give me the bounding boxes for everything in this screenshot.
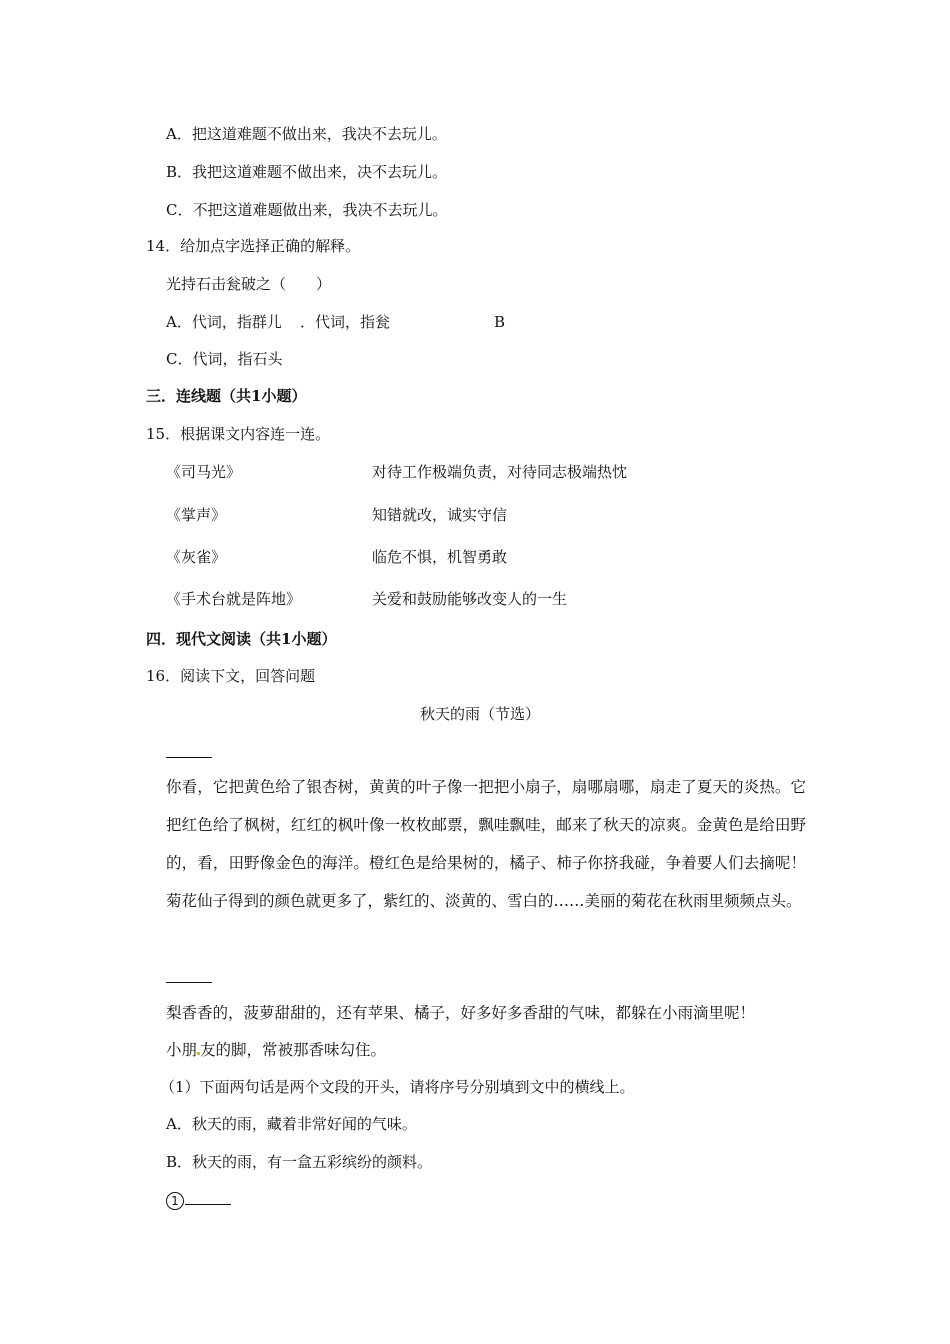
answer-blank-2[interactable]	[166, 982, 212, 983]
answer-blank-3[interactable]	[185, 1190, 231, 1205]
q15-right-item: 临危不惧，机智勇敢	[372, 548, 508, 566]
q15-left-item: 《灰雀》	[166, 548, 227, 566]
q15-right-item: 关爱和鼓励能够改变人的一生	[372, 590, 568, 608]
q15-left-item: 《掌声》	[166, 506, 227, 524]
q13-option-a: A．把这道难题不做出来，我决不去玩儿。	[166, 125, 447, 143]
answer-blank-1[interactable]	[166, 757, 212, 758]
answer-line-1	[166, 1190, 231, 1210]
q13-option-b: B．我把这道难题不做出来，决不去玩儿。	[166, 163, 448, 181]
q16-option-b: B．秋天的雨，有一盒五彩缤纷的颜料。	[166, 1153, 433, 1171]
q15-stem: 15．根据课文内容连一连。	[146, 425, 331, 443]
q16-stem: 16．阅读下文，回答问题	[146, 667, 316, 685]
circled-number: 1	[166, 1192, 184, 1210]
passage-text-part: 小朋	[166, 1041, 198, 1059]
q16-option-a: A．秋天的雨，藏着非常好闻的气味。	[166, 1115, 417, 1133]
q14-option-b-text: ．代词，指瓮	[300, 313, 391, 331]
q13-option-c: C．不把这道难题做出来，我决不去玩儿。	[166, 201, 448, 219]
passage-title: 秋天的雨（节选）	[420, 705, 541, 723]
q15-left-item: 《手术台就是阵地》	[166, 590, 302, 608]
section-3-title: 三．连线题（共1小题）	[146, 387, 307, 405]
q14-stem: 14．给加点字选择正确的解释。	[146, 237, 361, 255]
q14-sentence: 光持石击瓮破之（ ）	[166, 275, 332, 293]
sub-question-1: （1）下面两句话是两个文段的开头，请将序号分别填到文中的横线上。	[160, 1078, 635, 1096]
passage-paragraph-2-line-1: 梨香香的，菠萝甜甜的，还有苹果、橘子，好多好多香甜的气味，都躲在小雨滴里呢！	[166, 1004, 756, 1022]
q15-right-item: 对待工作极端负责，对待同志极端热忱	[372, 463, 628, 481]
passage-paragraph-2-line-2	[166, 1040, 386, 1060]
q14-option-b-letter: B	[494, 313, 506, 331]
q14-option-a: A．代词，指群儿	[166, 313, 282, 331]
q15-right-item: 知错就改，诚实守信	[372, 506, 508, 524]
passage-text-part: 友的脚，常被那香味勾住。	[200, 1041, 387, 1059]
passage-paragraph-1: 你看，它把黄色给了银杏树，黄黄的叶子像一把把小扇子，扇哪扇哪，扇走了夏天的炎热。它把红色给了枫树，红红的枫叶像一枚枚邮票，飘哇飘哇，邮来了秋天的凉爽。金黄色是给田野的，看，田野像金色的海洋。橙红色是给果树的，橘子、柿子你挤我碰，争着要人们去摘呢！菊花仙子得到的颜色就更多了，紫红的、淡黄的、雪白的……美丽的菊花在秋雨里频频点头。	[166, 778, 806, 910]
q15-left-item: 《司马光》	[166, 463, 242, 481]
q14-option-c: C．代词，指石头	[166, 350, 283, 368]
section-4-title: 四．现代文阅读（共1小题）	[146, 630, 337, 648]
